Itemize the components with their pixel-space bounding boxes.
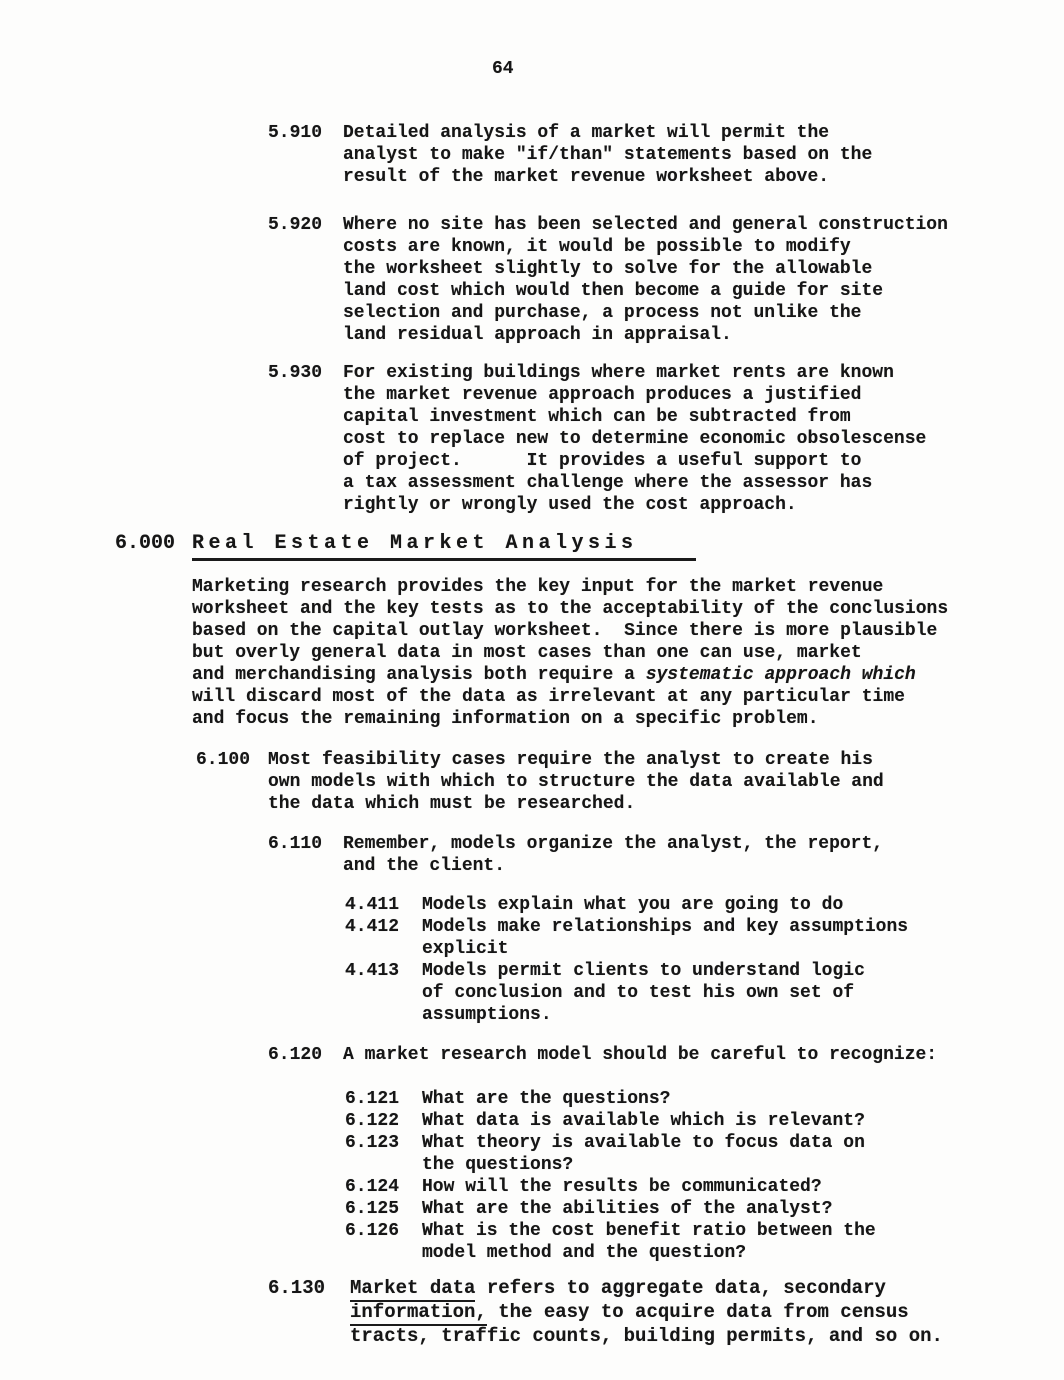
text-span: assumptions. bbox=[422, 1005, 552, 1025]
text-line bbox=[422, 894, 1064, 916]
text-line bbox=[343, 855, 1064, 877]
section-number: 4.413 bbox=[345, 961, 400, 981]
text-line bbox=[343, 280, 1064, 302]
section-number: 5.930 bbox=[268, 363, 323, 383]
section-text bbox=[422, 1088, 1064, 1110]
section-text bbox=[343, 362, 1064, 516]
underlined-term: Market data bbox=[350, 1277, 475, 1302]
section-4-411 bbox=[0, 894, 1064, 916]
text-line bbox=[192, 708, 1064, 730]
text-span: Where no site has been selected and general construction bbox=[343, 215, 948, 235]
text-span: systematic approach which bbox=[645, 665, 916, 685]
text-span: the questions? bbox=[422, 1155, 574, 1175]
text-span: the easy to acquire data from census bbox=[486, 1301, 909, 1323]
text-span: and the client. bbox=[343, 856, 506, 876]
text-span: of project. It provides a useful support to bbox=[343, 451, 862, 471]
section-4-412 bbox=[0, 916, 1064, 960]
text-line bbox=[350, 1300, 1064, 1324]
section-number: 6.130 bbox=[268, 1277, 326, 1299]
text-span: the data which must be researched. bbox=[268, 794, 636, 814]
text-line bbox=[422, 916, 1064, 938]
text-span: analyst to make "if/than" statements based on the bbox=[343, 145, 873, 165]
text-line bbox=[268, 749, 1064, 771]
section-6-120 bbox=[0, 1044, 1064, 1066]
text-line bbox=[192, 642, 1064, 664]
section-5-930 bbox=[0, 362, 1064, 516]
section-text bbox=[192, 576, 1064, 730]
underlined-term: information, bbox=[350, 1301, 487, 1326]
section-number: 6.123 bbox=[345, 1133, 400, 1153]
text-span: based on the capital outlay worksheet. Since there is more plausible bbox=[192, 621, 938, 641]
text-line bbox=[343, 236, 1064, 258]
section-text bbox=[350, 1276, 1064, 1348]
text-span: How will the results be communicated? bbox=[422, 1177, 822, 1197]
text-line bbox=[343, 122, 1064, 144]
text-line bbox=[343, 324, 1064, 346]
text-line bbox=[268, 771, 1064, 793]
text-line bbox=[422, 1176, 1064, 1198]
text-line bbox=[343, 450, 1064, 472]
text-line bbox=[343, 258, 1064, 280]
text-line bbox=[192, 576, 1064, 598]
text-span: Models permit clients to understand logic bbox=[422, 961, 865, 981]
text-span: result of the market revenue worksheet above. bbox=[343, 167, 830, 187]
text-span: Models make relationships and key assumptions bbox=[422, 917, 909, 937]
text-span: Remember, models organize the analyst, the report, bbox=[343, 834, 884, 854]
text-line bbox=[192, 664, 1064, 686]
text-line bbox=[422, 1242, 1064, 1264]
text-span: rightly or wrongly used the cost approach. bbox=[343, 495, 797, 515]
text-span: Detailed analysis of a market will permit the bbox=[343, 123, 830, 143]
text-line bbox=[343, 384, 1064, 406]
text-line bbox=[192, 686, 1064, 708]
text-span: of conclusion and to test his own set of bbox=[422, 983, 855, 1003]
text-line bbox=[343, 428, 1064, 450]
section-number: 6.000 bbox=[115, 532, 176, 555]
text-line bbox=[422, 1004, 1064, 1026]
section-number: 6.126 bbox=[345, 1221, 400, 1241]
text-line bbox=[422, 1088, 1064, 1110]
text-line bbox=[350, 1276, 1064, 1300]
text-span: Models explain what you are going to do bbox=[422, 895, 844, 915]
text-span: selection and purchase, a process not unlike the bbox=[343, 303, 862, 323]
section-4-413 bbox=[0, 960, 1064, 1026]
text-line bbox=[422, 960, 1064, 982]
text-line bbox=[343, 302, 1064, 324]
text-span: Most feasibility cases require the analyst to create his bbox=[268, 750, 873, 770]
section-6-126 bbox=[0, 1220, 1064, 1264]
section-text bbox=[268, 749, 1064, 815]
text-span: own models with which to structure the data available and bbox=[268, 772, 884, 792]
text-span: worksheet and the key tests as to the acceptability of the conclusions bbox=[192, 599, 949, 619]
text-span: land residual approach in appraisal. bbox=[343, 325, 732, 345]
section-number: 5.920 bbox=[268, 215, 323, 235]
section-5-920 bbox=[0, 214, 1064, 346]
section-6-121 bbox=[0, 1088, 1064, 1110]
text-line bbox=[343, 1044, 1064, 1066]
section-number: 5.910 bbox=[268, 123, 323, 143]
text-span: For existing buildings where market rents are known bbox=[343, 363, 894, 383]
text-line bbox=[422, 1110, 1064, 1132]
text-span: the market revenue approach produces a justified bbox=[343, 385, 862, 405]
text-line bbox=[343, 406, 1064, 428]
section-6-124 bbox=[0, 1176, 1064, 1198]
text-span: Marketing research provides the key input for the market revenue bbox=[192, 577, 884, 597]
section-text bbox=[192, 532, 1064, 556]
text-line bbox=[192, 598, 1064, 620]
body-paragraph bbox=[0, 576, 1064, 730]
section-6-100 bbox=[0, 749, 1064, 815]
text-span: and merchandising analysis both require a bbox=[192, 665, 646, 685]
text-line bbox=[192, 620, 1064, 642]
section-number: 4.412 bbox=[345, 917, 400, 937]
section-6-123 bbox=[0, 1132, 1064, 1176]
text-span: will discard most of the data as irrelevant at any particular time bbox=[192, 687, 905, 707]
text-line bbox=[422, 1220, 1064, 1242]
section-5-910 bbox=[0, 122, 1064, 188]
text-line bbox=[422, 1198, 1064, 1220]
section-number: 6.100 bbox=[196, 750, 251, 770]
section-text bbox=[343, 833, 1064, 877]
text-line bbox=[343, 362, 1064, 384]
text-span: the worksheet slightly to solve for the allowable bbox=[343, 259, 873, 279]
text-line bbox=[350, 1324, 1064, 1348]
text-line bbox=[268, 793, 1064, 815]
text-line bbox=[343, 472, 1064, 494]
section-6-130 bbox=[0, 1276, 1064, 1348]
section-number: 6.110 bbox=[268, 834, 323, 854]
text-span: explicit bbox=[422, 939, 509, 959]
text-span: A market research model should be careful to recognize: bbox=[343, 1045, 938, 1065]
text-span: cost to replace new to determine economic obsolescense bbox=[343, 429, 927, 449]
text-span: What are the abilities of the analyst? bbox=[422, 1199, 833, 1219]
text-line bbox=[192, 532, 1064, 556]
text-line bbox=[343, 214, 1064, 236]
text-span: What theory is available to focus data on bbox=[422, 1133, 865, 1153]
text-span: a tax assessment challenge where the assessor has bbox=[343, 473, 873, 493]
text-span: refers to aggregate data, secondary bbox=[475, 1277, 886, 1299]
document-body bbox=[0, 122, 1064, 1348]
section-text bbox=[422, 1132, 1064, 1176]
text-line bbox=[343, 144, 1064, 166]
text-span: tracts, traffic counts, building permits, and so on. bbox=[350, 1325, 943, 1347]
text-line bbox=[343, 494, 1064, 516]
section-6-000 bbox=[0, 532, 1064, 556]
text-span: What data is available which is relevant? bbox=[422, 1111, 865, 1131]
text-line bbox=[343, 166, 1064, 188]
text-line bbox=[422, 1132, 1064, 1154]
text-span: Real Estate Market Analysis bbox=[192, 532, 696, 561]
section-text bbox=[422, 1198, 1064, 1220]
text-span: capital investment which can be subtracted from bbox=[343, 407, 851, 427]
section-number: 6.120 bbox=[268, 1045, 323, 1065]
text-line bbox=[422, 982, 1064, 1004]
section-text bbox=[422, 1110, 1064, 1132]
text-span: land cost which would then become a guide for site bbox=[343, 281, 884, 301]
text-span: What is the cost benefit ratio between the bbox=[422, 1221, 876, 1241]
section-text bbox=[422, 894, 1064, 916]
section-number: 6.124 bbox=[345, 1177, 400, 1197]
text-span: What are the questions? bbox=[422, 1089, 671, 1109]
text-span: and focus the remaining information on a specific problem. bbox=[192, 709, 819, 729]
section-number: 6.122 bbox=[345, 1111, 400, 1131]
section-6-110 bbox=[0, 833, 1064, 877]
page-number: 64 bbox=[492, 59, 514, 79]
text-span: but overly general data in most cases than one can use, market bbox=[192, 643, 862, 663]
section-text bbox=[422, 960, 1064, 1026]
section-text bbox=[422, 916, 1064, 960]
section-number: 4.411 bbox=[345, 895, 400, 915]
section-text bbox=[343, 214, 1064, 346]
section-number: 6.125 bbox=[345, 1199, 400, 1219]
text-line bbox=[422, 1154, 1064, 1176]
text-line bbox=[422, 938, 1064, 960]
text-line bbox=[343, 833, 1064, 855]
section-6-125 bbox=[0, 1198, 1064, 1220]
section-number: 6.121 bbox=[345, 1089, 400, 1109]
section-text bbox=[422, 1176, 1064, 1198]
section-6-122 bbox=[0, 1110, 1064, 1132]
section-text bbox=[422, 1220, 1064, 1264]
section-text bbox=[343, 1044, 1064, 1066]
section-text bbox=[343, 122, 1064, 188]
text-span: model method and the question? bbox=[422, 1243, 747, 1263]
text-span: costs are known, it would be possible to modify bbox=[343, 237, 851, 257]
